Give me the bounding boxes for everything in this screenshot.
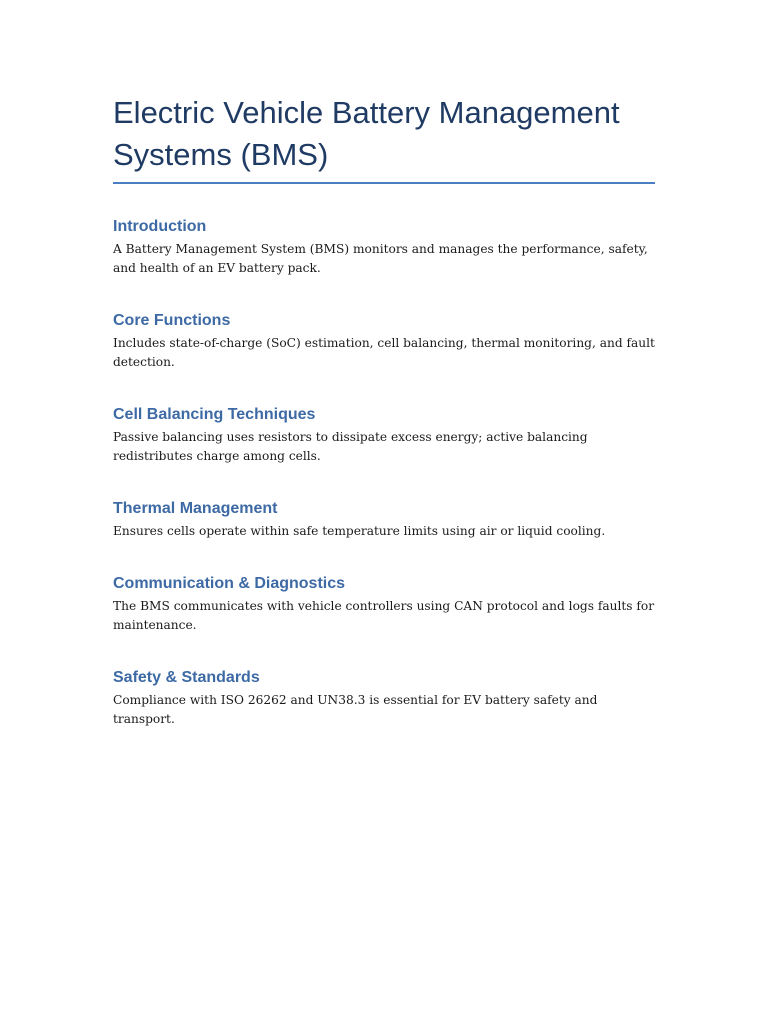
section-heading: Communication & Diagnostics — [113, 575, 346, 592]
section-cell-balancing — [113, 404, 655, 466]
section-heading: Safety & Standards — [113, 669, 260, 686]
section-heading: Introduction — [113, 218, 207, 235]
section-body: A Battery Management System (BMS) monitors and manages the performance, safety, and health of an EV battery pack. — [113, 242, 648, 275]
section-thermal-management — [113, 498, 655, 541]
section-heading: Thermal Management — [113, 500, 278, 517]
section-introduction — [113, 216, 655, 278]
section-body: Includes state-of-charge (SoC) estimation, cell balancing, thermal monitoring, and fault detection. — [113, 336, 655, 369]
document-title: Electric Vehicle Battery Management Systems (BMS) — [113, 95, 620, 172]
section-body: Passive balancing uses resistors to dissipate excess energy; active balancing redistributes charge among cells. — [113, 430, 588, 463]
section-safety-standards — [113, 667, 655, 729]
section-body: The BMS communicates with vehicle controllers using CAN protocol and logs faults for maintenance. — [113, 599, 655, 632]
section-body: Compliance with ISO 26262 and UN38.3 is essential for EV battery safety and transport. — [113, 693, 598, 726]
section-heading: Core Functions — [113, 312, 231, 329]
section-heading: Cell Balancing Techniques — [113, 406, 316, 423]
section-communication-diagnostics — [113, 573, 655, 635]
title-underline — [113, 182, 655, 184]
section-core-functions — [113, 310, 655, 372]
section-body: Ensures cells operate within safe temperature limits using air or liquid cooling. — [113, 524, 606, 538]
